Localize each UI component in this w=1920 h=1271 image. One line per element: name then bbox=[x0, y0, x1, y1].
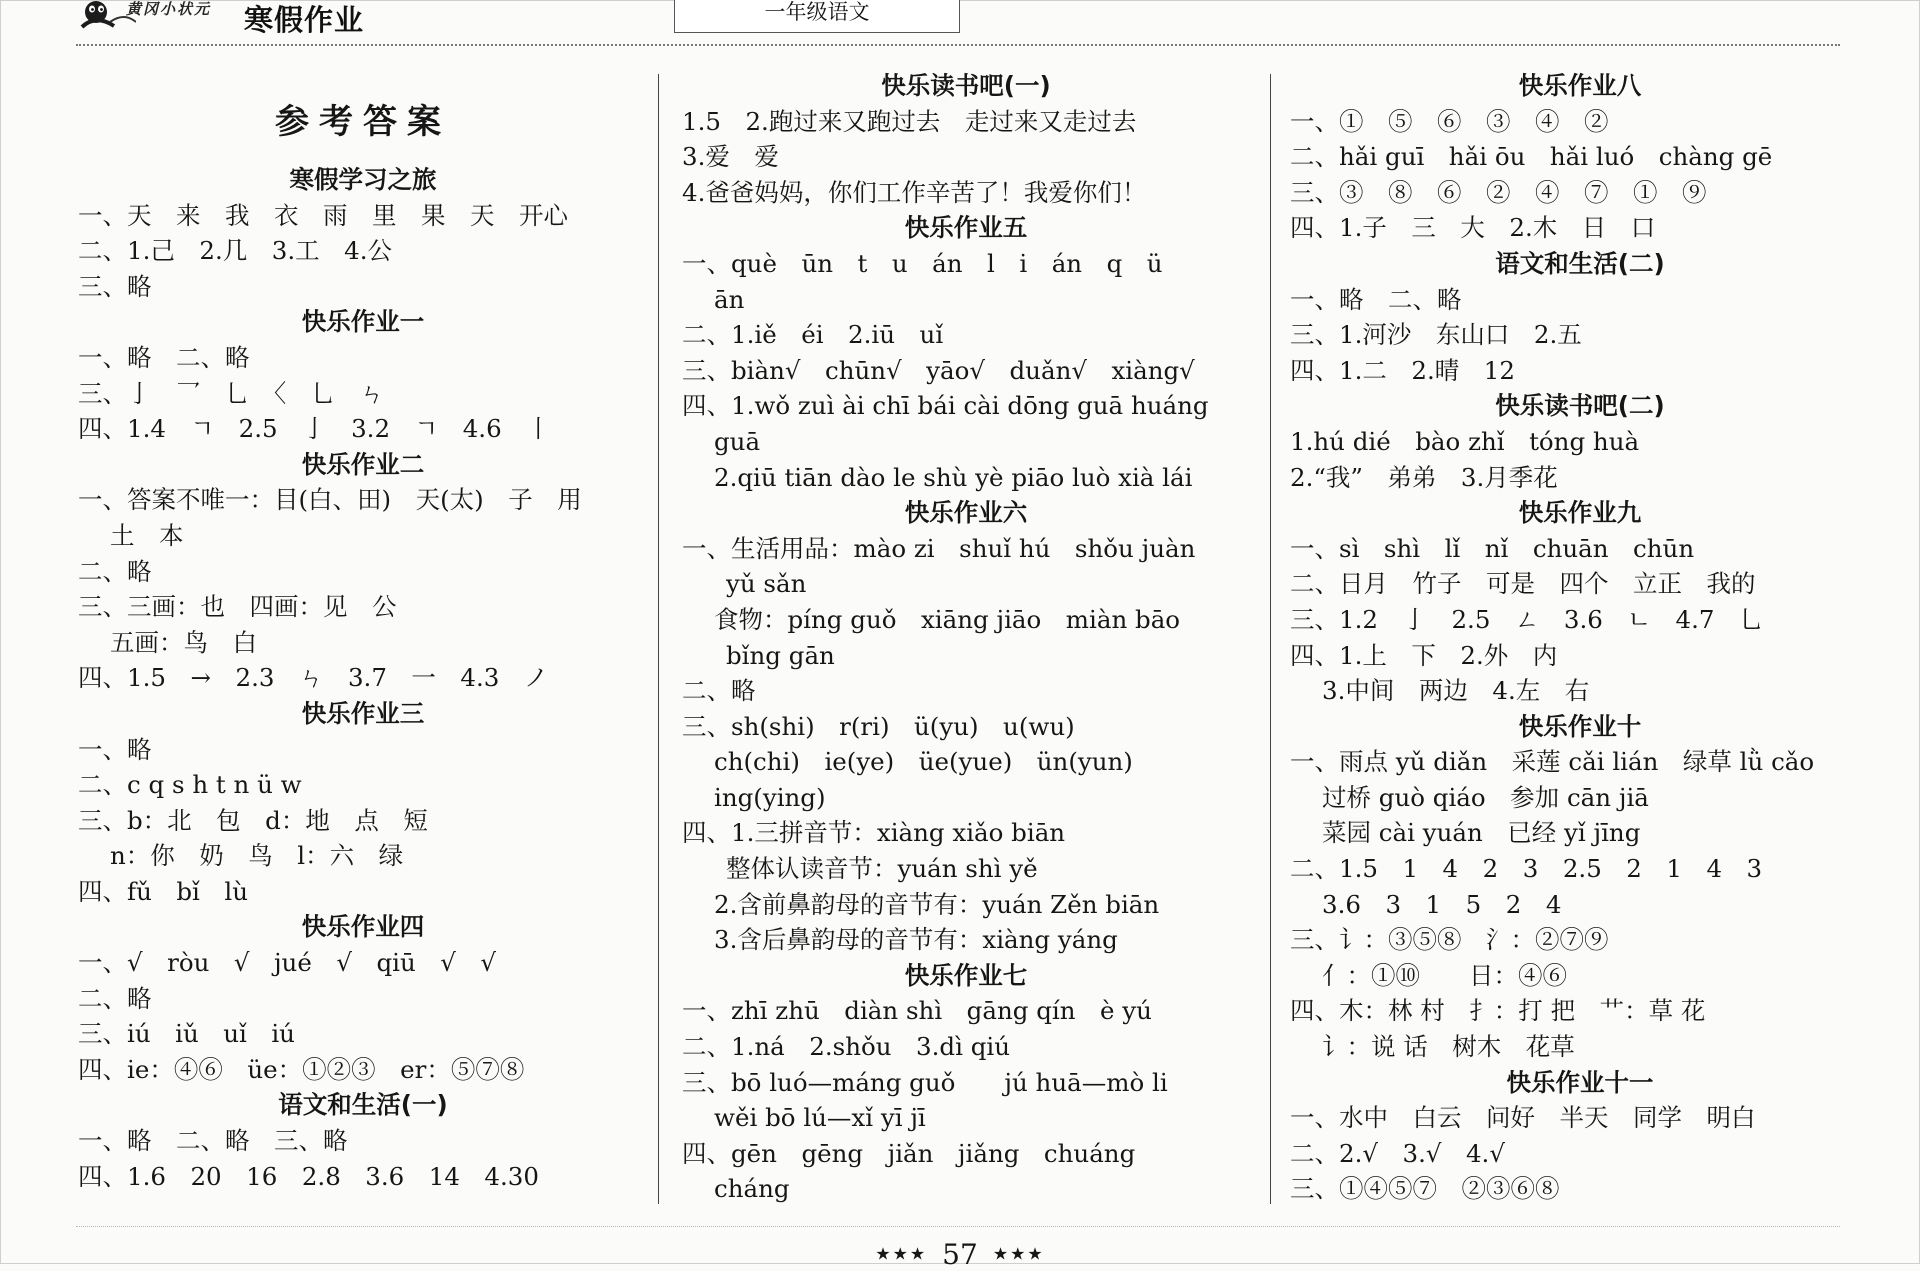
section-heading: 快乐作业四 bbox=[301, 912, 425, 942]
answer-line: 二、2.√ 3.√ 4.√ bbox=[1290, 1138, 1505, 1168]
answer-line: 一、略 二、略 bbox=[1290, 284, 1462, 314]
answer-line: 一、略 二、略 三、略 bbox=[78, 1126, 348, 1156]
section-heading: 快乐读书吧(一) bbox=[881, 71, 1051, 100]
answer-line: 三、biàn√ chūn√ yāo√ duǎn√ xiàng√ bbox=[682, 355, 1195, 385]
subject-label: 一年级语文 bbox=[674, 0, 960, 33]
answer-line: 三、bō luó—máng guǒ jú huā—mò li bbox=[682, 1067, 1168, 1097]
section-heading: 快乐作业九 bbox=[1518, 498, 1642, 528]
answer-line: 3.含后鼻韵母的音节有：xiàng yáng bbox=[714, 925, 1118, 955]
column-divider-right bbox=[1270, 74, 1271, 1204]
answer-line: 四、ie：④⑥ üe：①②③ er：⑤⑦⑧ bbox=[78, 1054, 525, 1084]
answer-line: 整体认读音节：yuán shì yě bbox=[726, 854, 1038, 884]
answer-line: 四、fǔ bǐ lù bbox=[78, 876, 248, 906]
answer-line: 四、1.二 2.晴 12 bbox=[1290, 355, 1515, 385]
answer-line: 一、① ⑤ ⑥ ③ ④ ② bbox=[1290, 106, 1609, 136]
brand-script-text: 黄冈小状元 bbox=[126, 0, 212, 18]
answer-column-right bbox=[1290, 68, 1870, 1207]
section-heading: 快乐作业六 bbox=[904, 498, 1028, 528]
section-heading: 快乐作业十一 bbox=[1506, 1067, 1654, 1097]
footer-stars-right: ★★★ bbox=[992, 1244, 1045, 1265]
answer-line: 二、hǎi guī hǎi ōu hǎi luó chàng gē bbox=[1290, 142, 1773, 172]
answer-line: ān bbox=[714, 284, 745, 314]
answer-line: 三、1.2 亅 2.5 ㄥ 3.6 ㄴ 4.7 乚 bbox=[1290, 604, 1764, 634]
answer-line: 二、略 bbox=[682, 676, 756, 706]
answer-line: 五画：鸟 白 bbox=[110, 627, 257, 657]
answer-line: 二、c q s h t n ü w bbox=[78, 770, 302, 800]
answer-line: ch(chi) ie(ye) üe(yue) ün(yun) bbox=[714, 747, 1133, 777]
section-heading: 快乐读书吧(二) bbox=[1495, 391, 1665, 421]
answer-line: 2.含前鼻韵母的音节有：yuán Zěn biān bbox=[714, 889, 1160, 919]
answer-line: 3.中间 两边 4.左 右 bbox=[1322, 676, 1590, 706]
answer-line: 二、1.iě éi 2.iū uǐ bbox=[682, 320, 944, 350]
answer-line: 三、③ ⑧ ⑥ ② ④ ⑦ ① ⑨ bbox=[1290, 177, 1707, 207]
answer-line: 三、①④⑤⑦ ②③⑥⑧ bbox=[1290, 1174, 1560, 1204]
answer-line: 讠：说 话 树木 花草 bbox=[1322, 1032, 1575, 1062]
answer-line: 土 本 bbox=[110, 520, 184, 550]
answer-line: 2.qiū tiān dào le shù yè piāo luò xià lái bbox=[714, 462, 1193, 492]
answer-line: 亻：①⑩ 日：④⑥ bbox=[1322, 960, 1567, 990]
answer-line: 一、zhī zhū diàn shì gāng qín è yú bbox=[682, 996, 1152, 1026]
brand-title: 寒假作业 bbox=[244, 3, 365, 37]
answer-line: 四、1.三拼音节：xiàng xiǎo biān bbox=[682, 818, 1066, 848]
answer-line: 1.hú dié bào zhǐ tóng huà bbox=[1290, 426, 1640, 456]
answer-column-middle bbox=[682, 68, 1250, 1207]
answer-line: 3.6 3 1 5 2 4 bbox=[1322, 889, 1562, 919]
answer-line: 菜园 cài yuán 已经 yǐ jīng bbox=[1322, 818, 1641, 848]
answer-line: 3.爱 爱 bbox=[682, 142, 779, 172]
answer-line: cháng bbox=[714, 1174, 790, 1204]
answer-line: 一、水中 白云 问好 半天 同学 明白 bbox=[1290, 1103, 1756, 1133]
answer-line: 一、sì shì lǐ nǐ chuān chūn bbox=[1290, 533, 1695, 563]
answer-line: 一、què ūn t u án l i án q ü bbox=[682, 248, 1163, 278]
answer-line: 四、1.4 ㄱ 2.5 亅 3.2 ㄱ 4.6 丨 bbox=[78, 414, 551, 444]
answer-line: 三、1.河沙 东山口 2.五 bbox=[1290, 320, 1582, 350]
answer-line: 1.5 2.跑过来又跑过去 走过来又走过去 bbox=[682, 106, 1137, 136]
answer-line: 四、1.5 → 2.3 ㄣ 3.7 一 4.3 ノ bbox=[78, 663, 549, 693]
page-number: 57 bbox=[942, 1238, 978, 1271]
section-heading: 语文和生活(一) bbox=[278, 1090, 448, 1120]
page-title: 参考答案 bbox=[275, 102, 451, 142]
answer-line: 三、b：北 包 d：地 点 短 bbox=[78, 805, 428, 835]
answer-line: 一、生活用品：mào zi shuǐ hú shǒu juàn bbox=[682, 533, 1196, 563]
answer-line: 过桥 guò qiáo 参加 cān jiā bbox=[1322, 782, 1649, 812]
answer-line: 一、雨点 yǔ diǎn 采莲 cǎi lián 绿草 lǜ cǎo bbox=[1290, 747, 1815, 777]
section-heading: 快乐作业七 bbox=[904, 960, 1028, 990]
page-header bbox=[0, 0, 1920, 50]
answer-line: 四、gēn gēng jiǎn jiǎng chuáng bbox=[682, 1138, 1136, 1168]
answer-line: 三、iú iǔ uǐ iú bbox=[78, 1019, 295, 1049]
answer-line: n：你 奶 鸟 l：六 绿 bbox=[110, 841, 404, 871]
section-heading: 快乐作业二 bbox=[301, 449, 425, 479]
answer-line: 一、√ ròu √ jué √ qiū √ √ bbox=[78, 948, 496, 978]
answer-line: 二、1.5 1 4 2 3 2.5 2 1 4 3 bbox=[1290, 854, 1763, 884]
answer-line: 二、1.ná 2.shǒu 3.dì qiú bbox=[682, 1032, 1010, 1062]
answer-line: 一、略 bbox=[78, 734, 152, 764]
answer-line: 一、答案不唯一：目(白、田) 天(太) 子 用 bbox=[78, 485, 582, 515]
answer-line: 三、三画：也 四画：见 公 bbox=[78, 592, 397, 622]
answer-line: 食物：píng guǒ xiāng jiāo miàn bāo bbox=[714, 604, 1181, 634]
answer-line: 四、1.wǒ zuì ài chī bái cài dōng guā huáng bbox=[682, 391, 1209, 421]
answer-line: 二、略 bbox=[78, 556, 152, 586]
answer-line: 四、1.子 三 大 2.木 日 口 bbox=[1290, 213, 1656, 243]
answer-line: 4.爸爸妈妈，你们工作辛苦了！我爱你们！ bbox=[682, 177, 1147, 207]
answer-line: 四、1.上 下 2.外 内 bbox=[1290, 640, 1558, 670]
answer-line: 一、略 二、略 bbox=[78, 342, 250, 372]
answer-line: guā bbox=[714, 426, 761, 456]
answer-line: 2.“我” 弟弟 3.月季花 bbox=[1290, 462, 1558, 492]
section-heading: 快乐作业一 bbox=[301, 307, 425, 337]
answer-line: 三、亅 乛 乚 〈 乚 ㄣ bbox=[78, 378, 385, 408]
header-divider bbox=[76, 44, 1840, 46]
section-heading: 快乐作业十 bbox=[1518, 711, 1642, 741]
column-divider-left bbox=[658, 74, 659, 1204]
answer-line: 三、略 bbox=[78, 271, 152, 301]
answer-line: wěi bō lú—xǐ yī jī bbox=[714, 1103, 926, 1133]
section-heading: 快乐作业三 bbox=[301, 698, 425, 728]
answer-line: 二、1.己 2.几 3.工 4.公 bbox=[78, 236, 393, 266]
answer-line: 一、天 来 我 衣 雨 里 果 天 开心 bbox=[78, 200, 568, 230]
answer-line: 四、木：林 村 扌：打 把 艹：草 花 bbox=[1290, 996, 1706, 1026]
footer-divider bbox=[76, 1226, 1840, 1227]
answer-line: 三、sh(shi) r(ri) ü(yu) u(wu) bbox=[682, 711, 1075, 741]
section-heading: 寒假学习之旅 bbox=[289, 165, 437, 194]
footer-stars-left: ★★★ bbox=[875, 1244, 928, 1265]
answer-line: 四、1.6 20 16 2.8 3.6 14 4.30 bbox=[78, 1161, 539, 1191]
answer-line: 三、讠：③⑤⑧ 氵：②⑦⑨ bbox=[1290, 925, 1609, 955]
section-heading: 语文和生活(二) bbox=[1495, 248, 1665, 278]
answer-line: yǔ sǎn bbox=[726, 569, 807, 599]
section-heading: 快乐作业八 bbox=[1518, 71, 1642, 100]
answer-line: ing(ying) bbox=[714, 782, 826, 812]
answer-line: bǐng gān bbox=[726, 640, 835, 670]
answer-line: 二、日月 竹子 可是 四个 立正 我的 bbox=[1290, 569, 1756, 599]
answer-line: 二、略 bbox=[78, 983, 152, 1013]
answer-column-left bbox=[78, 68, 648, 1194]
section-heading: 快乐作业五 bbox=[904, 213, 1028, 243]
